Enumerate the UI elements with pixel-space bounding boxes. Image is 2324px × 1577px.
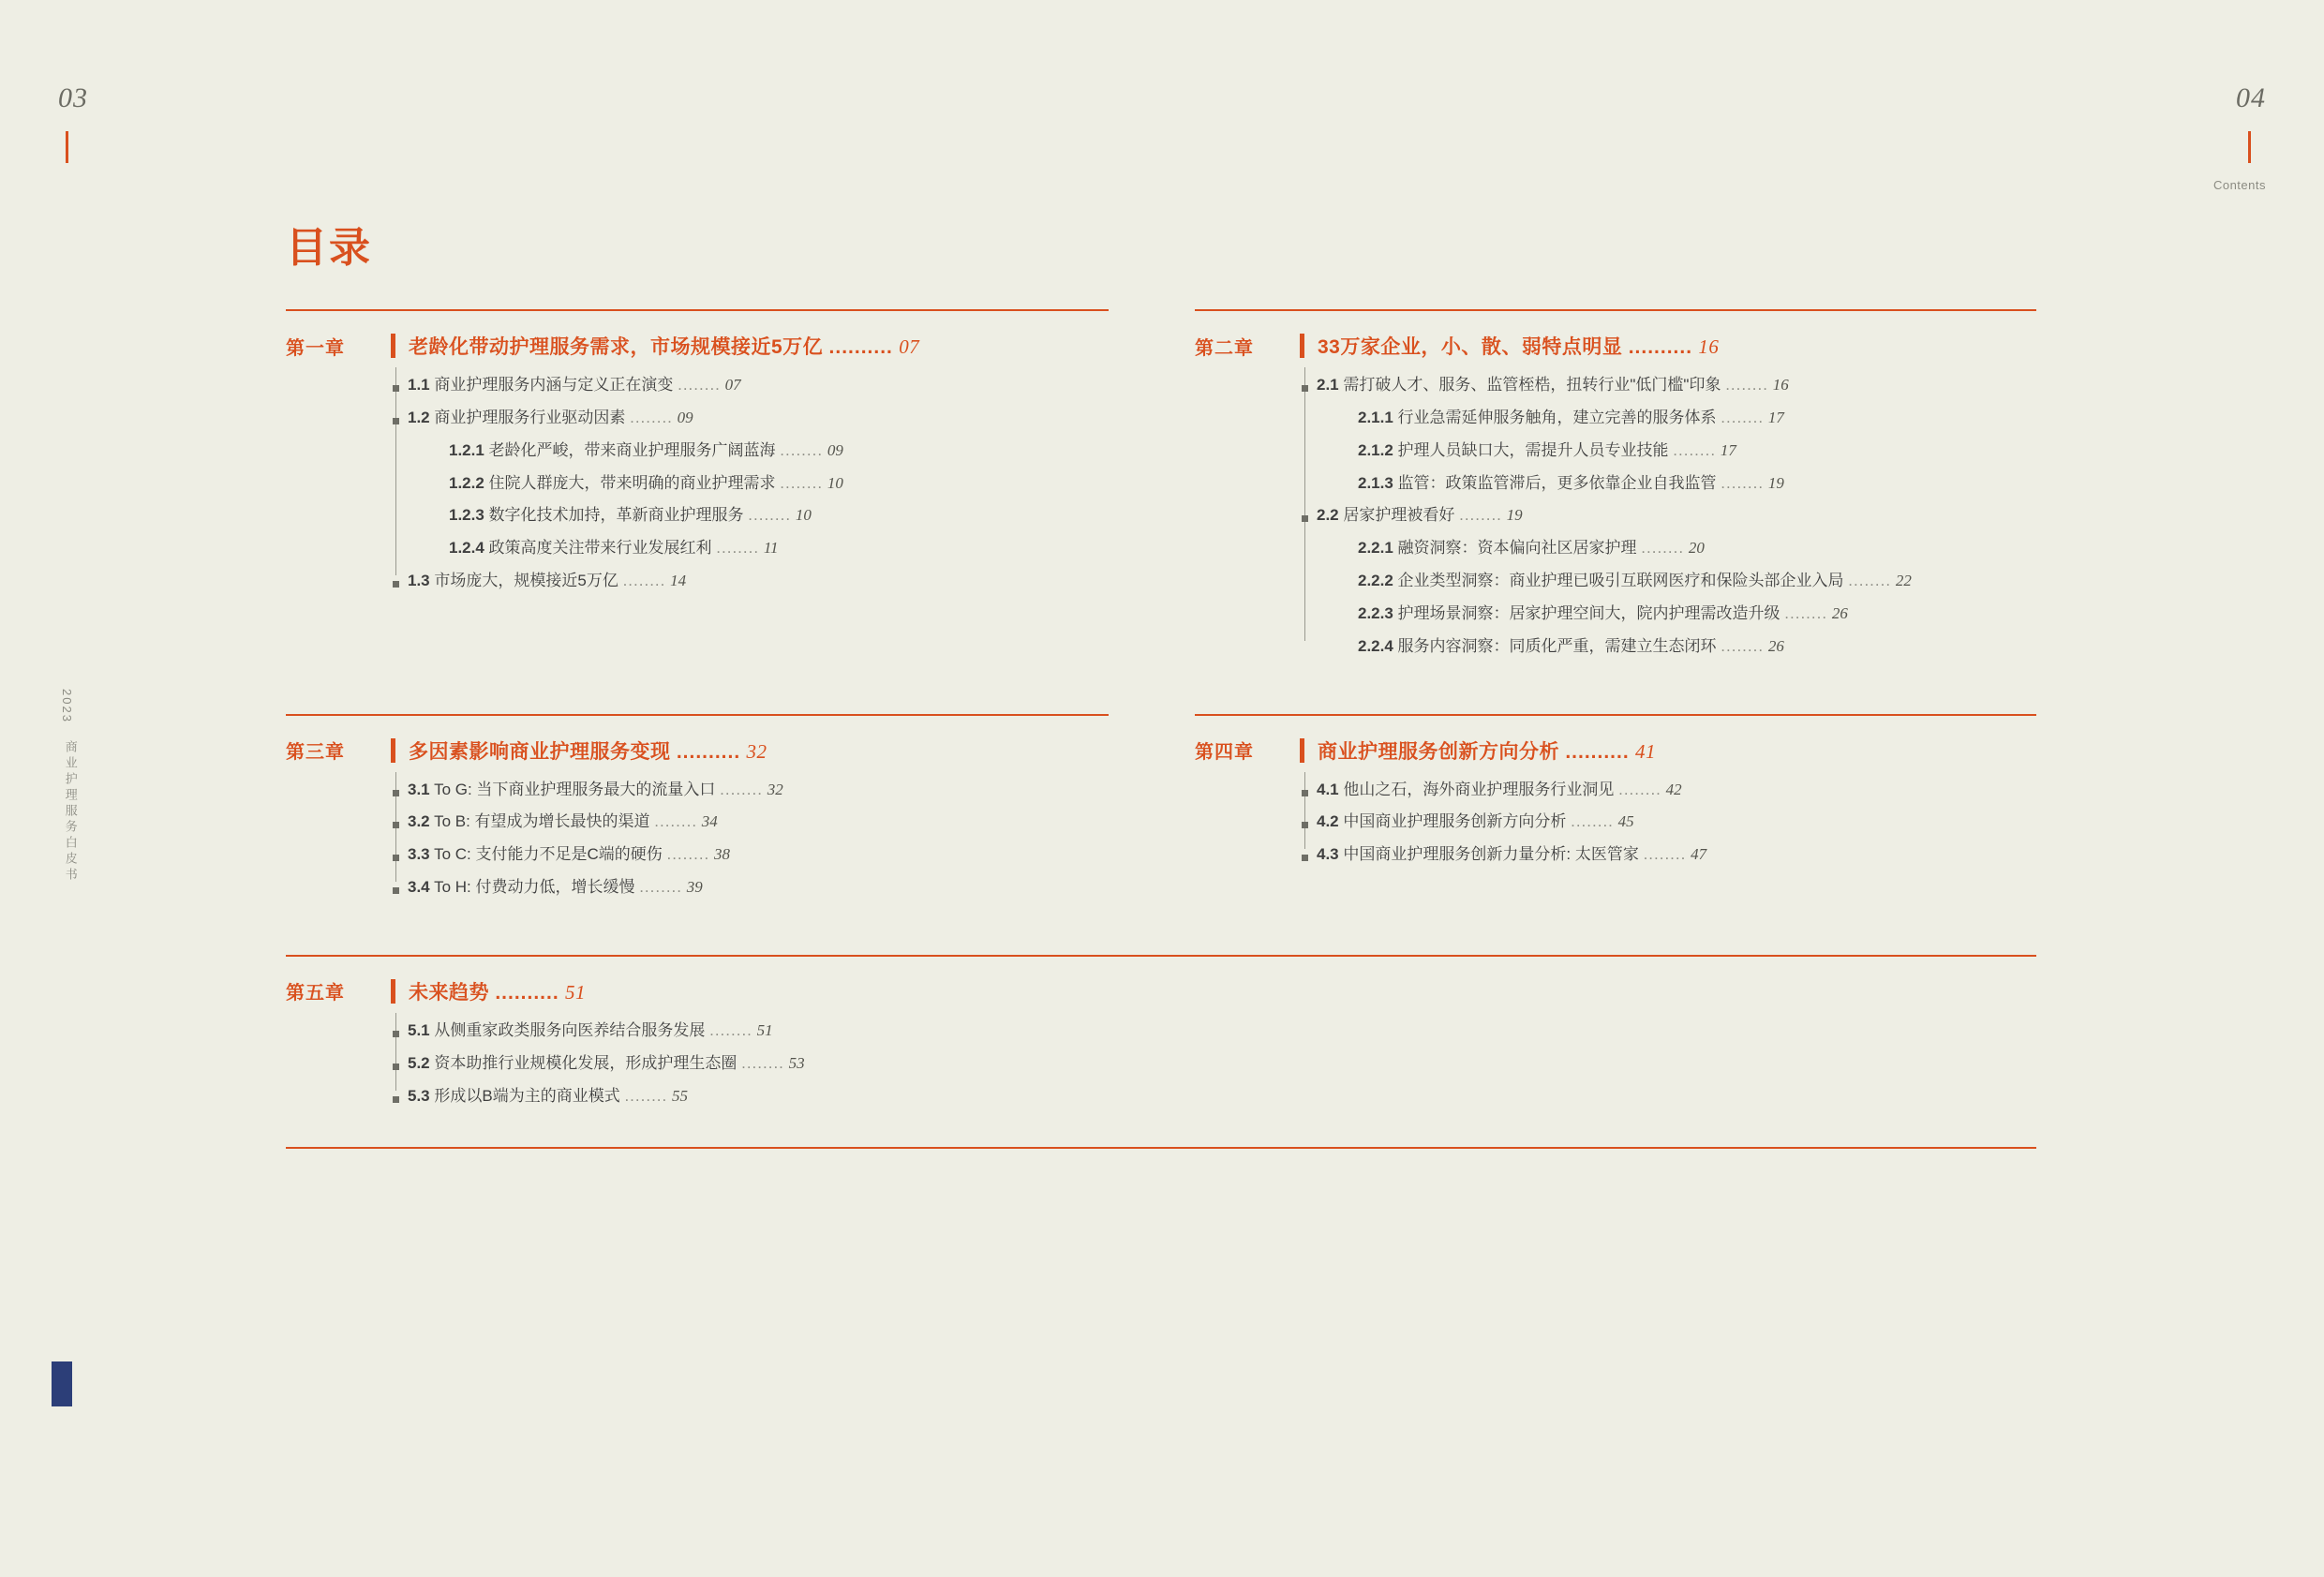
item-page: 55	[671, 1086, 688, 1105]
chapter-2	[1195, 311, 2036, 663]
item-number: 1.3	[408, 572, 430, 590]
item-number: 5.1	[408, 1020, 430, 1039]
item-number: 2.2.1	[1358, 539, 1393, 558]
item-dots: ........	[1848, 572, 1892, 590]
item-number: 2.2.3	[1358, 603, 1393, 622]
chapter-1-title-text: 老龄化带动护理服务需求，市场规模接近5万亿	[409, 336, 824, 358]
item-dots: ........	[1571, 812, 1614, 831]
toc-item[interactable]	[1300, 499, 2036, 532]
chapter-3	[286, 716, 1109, 904]
chapter-2-title-text: 33万家企业，小、散、弱特点明显	[1318, 336, 1623, 358]
item-number: 1.2.3	[449, 506, 484, 525]
item-page: 16	[1772, 376, 1789, 394]
item-number: 2.2.4	[1358, 636, 1393, 655]
chapter-5-page: 51	[565, 980, 587, 1004]
chapter-3-tag: 第三章	[286, 742, 345, 764]
chapter-1-items	[391, 360, 1109, 598]
item-dots: ........	[1721, 473, 1765, 492]
toc-item[interactable]	[391, 435, 1109, 468]
toc-item[interactable]	[1300, 806, 2036, 839]
chapter-4-title	[1318, 736, 1656, 765]
chapter-3-page: 32	[746, 739, 767, 763]
item-number: 1.2.4	[449, 539, 484, 558]
toc-item[interactable]	[391, 369, 1109, 402]
chapter-3-head[interactable]	[286, 736, 1109, 765]
item-page: 10	[827, 473, 843, 492]
chapter-2-tag: 第二章	[1195, 337, 1254, 359]
toc-columns	[286, 309, 2036, 1149]
toc-item[interactable]	[1300, 598, 2036, 631]
item-number: 3.3	[408, 845, 430, 864]
toc-item[interactable]	[1300, 565, 2036, 598]
item-dots: ........	[1721, 408, 1765, 426]
toc-item[interactable]	[1300, 532, 2036, 565]
folio-left-rule	[66, 131, 68, 163]
toc-row-2	[286, 714, 2036, 904]
item-text: 监管：政策监管滞后，更多依靠企业自我监管	[1397, 473, 1717, 492]
toc-item[interactable]	[391, 468, 1109, 500]
item-text: 中国商业护理服务创新方向分析	[1343, 812, 1567, 831]
toc-item[interactable]	[391, 806, 1109, 839]
toc-item[interactable]	[1300, 402, 2036, 435]
item-dots: ........	[1618, 780, 1661, 798]
item-page: 10	[795, 506, 812, 525]
item-text: 护理场景洞察：居家护理空间大，院内护理需改造升级	[1397, 603, 1780, 622]
item-number: 2.2	[1317, 506, 1339, 525]
item-dots: ........	[780, 440, 824, 459]
folio-right-rule	[2248, 131, 2251, 163]
item-page: 19	[1506, 506, 1523, 525]
item-number: 4.3	[1317, 845, 1339, 864]
item-text: 住院人群庞大，带来明确的商业护理需求	[488, 473, 776, 492]
item-number: 3.4	[408, 878, 430, 897]
item-text: 数字化技术加持，革新商业护理服务	[488, 506, 744, 525]
item-number: 2.1.1	[1358, 408, 1393, 426]
item-number: 3.1	[408, 780, 430, 798]
item-page: 38	[714, 845, 731, 864]
divider-bottom	[286, 1147, 2036, 1149]
item-page: 42	[1665, 780, 1682, 798]
chapter-5-title	[409, 977, 586, 1005]
toc-item[interactable]	[1300, 369, 2036, 402]
item-number: 5.2	[408, 1053, 430, 1072]
item-number: 4.2	[1317, 812, 1339, 831]
side-title: 商业护理服务白皮书	[63, 740, 78, 884]
chapter-3-items	[391, 765, 1109, 904]
item-text: 企业类型洞察：商业护理已吸引互联网医疗和保险头部企业入局	[1397, 572, 1844, 590]
chapter-2-items	[1300, 360, 2036, 663]
item-number: 2.2.2	[1358, 572, 1393, 590]
chapter-1-page: 07	[899, 335, 920, 358]
item-dots: ........	[654, 812, 698, 831]
item-dots: ........	[1784, 603, 1828, 622]
item-text: 老龄化严峻，带来商业护理服务广阔蓝海	[488, 440, 776, 459]
toc-item[interactable]	[391, 565, 1109, 598]
item-dots: ........	[748, 506, 792, 525]
item-text: 从侧重家政类服务向医养结合服务发展	[434, 1020, 706, 1039]
item-text: 行业急需延伸服务触角，建立完善的服务体系	[1397, 408, 1717, 426]
spacer	[286, 663, 2036, 714]
chapter-5	[286, 957, 2036, 1113]
folio-right: 04	[2236, 82, 2266, 113]
chapter-5-title-text: 未来趋势	[409, 981, 489, 1004]
folio-caption: Contents	[2212, 178, 2266, 192]
item-dots: ........	[1721, 636, 1765, 655]
item-dots: ........	[709, 1020, 752, 1039]
item-text: To B: 有望成为增长最快的渠道	[434, 812, 650, 831]
item-page: 09	[677, 408, 693, 426]
item-text: 形成以B端为主的商业模式	[434, 1086, 620, 1105]
item-text: 市场庞大，规模接近5万亿	[434, 572, 618, 590]
item-number: 4.1	[1317, 780, 1339, 798]
folio-left: 03	[58, 82, 88, 113]
item-dots: ........	[624, 1086, 668, 1105]
item-text: 资本助推行业规模化发展，形成护理生态圈	[434, 1053, 737, 1072]
item-page: 51	[756, 1020, 773, 1039]
toc-item[interactable]	[391, 1015, 2036, 1048]
toc-item[interactable]	[1300, 774, 2036, 807]
item-number: 1.2	[408, 408, 430, 426]
chapter-2-title	[1318, 332, 1719, 360]
toc-item[interactable]	[391, 774, 1109, 807]
item-number: 5.3	[408, 1086, 430, 1105]
item-page: 39	[686, 878, 703, 897]
page-title: 目录	[286, 225, 372, 271]
toc-col-ch2	[1161, 309, 2036, 663]
item-dots: ........	[678, 376, 721, 394]
item-dots: ........	[720, 780, 763, 798]
chapter-4-bar	[1300, 738, 1304, 763]
spacer	[286, 904, 2036, 955]
chapter-4-page: 41	[1635, 739, 1657, 763]
chapter-4-tag: 第四章	[1195, 742, 1254, 764]
item-number: 2.1.2	[1358, 440, 1393, 459]
chapter-1-bar	[391, 334, 395, 358]
chapter-1-head[interactable]	[286, 332, 1109, 360]
chapter-4-title-text: 商业护理服务创新方向分析	[1318, 740, 1559, 763]
item-page: 17	[1720, 440, 1736, 459]
item-page: 11	[763, 539, 779, 558]
chapter-4-head[interactable]	[1195, 736, 2036, 765]
toc-item[interactable]	[391, 499, 1109, 532]
toc-col-ch5	[286, 955, 2036, 1149]
toc-item[interactable]	[1300, 839, 2036, 871]
item-text: 中国商业护理服务创新力量分析: 太医管家	[1343, 845, 1639, 864]
toc-item[interactable]	[391, 402, 1109, 435]
item-text: 护理人员缺口大，需提升人员专业技能	[1397, 440, 1669, 459]
item-text: To C: 支付能力不足是C端的硬伤	[434, 845, 663, 864]
chapter-3-dots: ..........	[676, 740, 741, 763]
item-text: 商业护理服务行业驱动因素	[434, 408, 626, 426]
item-page: 14	[670, 572, 687, 590]
item-text: To G: 当下商业护理服务最大的流量入口	[434, 780, 716, 798]
toc-row-3	[286, 955, 2036, 1149]
item-dots: ........	[780, 473, 824, 492]
item-dots: ........	[1641, 539, 1685, 558]
item-number: 1.2.2	[449, 473, 484, 492]
toc-item[interactable]	[1300, 435, 2036, 468]
item-text: 居家护理被看好	[1343, 506, 1455, 525]
item-text: To H: 付费动力低，增长缓慢	[434, 878, 635, 897]
item-dots: ........	[622, 572, 666, 590]
toc-col-ch3	[286, 714, 1161, 904]
item-text: 政策高度关注带来行业发展红利	[488, 539, 712, 558]
item-page: 09	[827, 440, 843, 459]
item-number: 1.1	[408, 376, 430, 394]
item-dots: ........	[630, 408, 673, 426]
toc-item[interactable]	[391, 1048, 2036, 1080]
item-page: 45	[1617, 812, 1634, 831]
chapter-4-dots: ..........	[1565, 740, 1630, 763]
chapter-1-title	[409, 332, 919, 360]
item-page: 17	[1767, 408, 1784, 426]
item-dots: ........	[1725, 376, 1768, 394]
item-page: 22	[1895, 572, 1912, 590]
chapter-1-tag: 第一章	[286, 337, 345, 359]
item-page: 26	[1831, 603, 1848, 622]
item-page: 47	[1691, 845, 1707, 864]
item-text: 服务内容洞察：同质化严重，需建立生态闭环	[1397, 636, 1717, 655]
item-text: 需打破人才、服务、监管桎梏，扭转行业"低门槛"印象	[1343, 376, 1721, 394]
item-text: 他山之石，海外商业护理服务行业洞见	[1343, 780, 1615, 798]
side-year: 2023	[60, 689, 74, 723]
item-page: 32	[767, 780, 783, 798]
chapter-5-tag: 第五章	[286, 983, 345, 1004]
toc-col-ch1	[286, 309, 1161, 663]
item-number: 2.1	[1317, 376, 1339, 394]
chapter-5-head[interactable]	[286, 977, 2036, 1005]
item-dots: ........	[1459, 506, 1502, 525]
item-dots: ........	[639, 878, 682, 897]
toc-col-ch4	[1161, 714, 2036, 904]
toc-item[interactable]	[391, 839, 1109, 871]
chapter-4	[1195, 716, 2036, 872]
item-page: 19	[1767, 473, 1784, 492]
chapter-3-bar	[391, 738, 395, 763]
chapter-3-title-text: 多因素影响商业护理服务变现	[409, 740, 671, 763]
item-dots: ........	[741, 1053, 784, 1072]
item-text: 商业护理服务内涵与定义正在演变	[434, 376, 674, 394]
item-dots: ........	[1673, 440, 1717, 459]
toc-item[interactable]	[391, 1080, 2036, 1113]
chapter-3-title	[409, 736, 767, 765]
chapter-5-dots: ..........	[495, 981, 559, 1004]
item-number: 1.2.1	[449, 440, 484, 459]
chapter-2-page: 16	[1698, 335, 1720, 358]
item-page: 34	[701, 812, 718, 831]
side-color-mark	[52, 1361, 72, 1406]
item-dots: ........	[1643, 845, 1687, 864]
toc-item[interactable]	[391, 871, 1109, 904]
item-dots: ........	[666, 845, 710, 864]
item-page: 07	[724, 376, 741, 394]
chapter-2-head[interactable]	[1195, 332, 2036, 360]
toc-item[interactable]	[1300, 468, 2036, 500]
item-page: 53	[788, 1053, 805, 1072]
chapter-2-dots: ..........	[1628, 336, 1693, 358]
chapter-4-items	[1300, 765, 2036, 872]
chapter-1	[286, 311, 1109, 598]
toc-row-1	[286, 309, 2036, 663]
item-page: 20	[1688, 539, 1705, 558]
chapter-1-dots: ..........	[828, 336, 893, 358]
chapter-2-bar	[1300, 334, 1304, 358]
item-dots: ........	[716, 539, 760, 558]
chapter-5-items	[391, 1005, 2036, 1113]
item-page: 26	[1767, 636, 1784, 655]
toc-item[interactable]	[1300, 631, 2036, 663]
item-number: 3.2	[408, 812, 430, 831]
toc-item[interactable]	[391, 532, 1109, 565]
item-number: 2.1.3	[1358, 473, 1393, 492]
chapter-5-bar	[391, 979, 395, 1004]
item-text: 融资洞察：资本偏向社区居家护理	[1397, 539, 1637, 558]
